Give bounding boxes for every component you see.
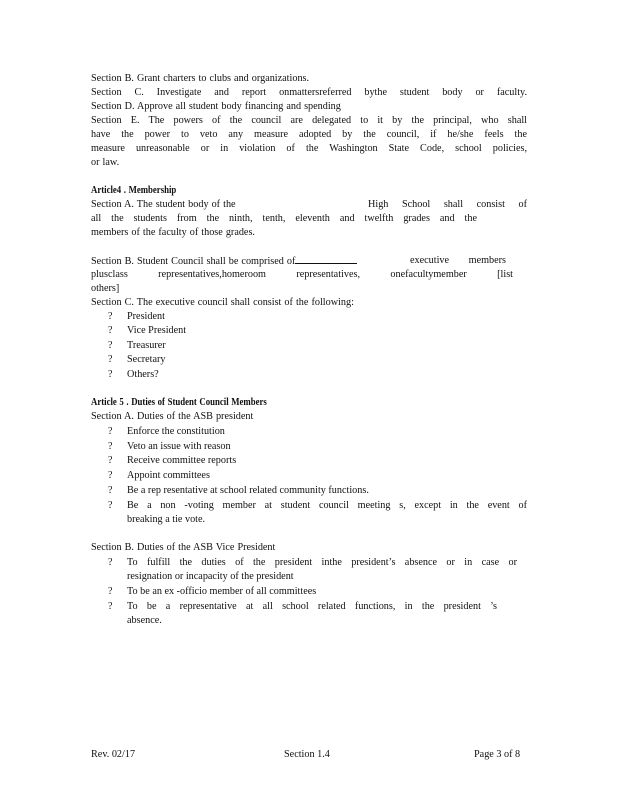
- bullet-mark: ?: [108, 340, 113, 351]
- president-duty: Enforce the constitution: [127, 426, 225, 437]
- article4-heading: Article4 . Membership: [91, 185, 177, 196]
- section-e-line4: or law.: [91, 157, 120, 168]
- section-c-investigate: Section C. Investigate and report onmattersreferred bythe student body or faculty.: [91, 87, 527, 98]
- vp-duty: To be an ex -officio member of all committees: [127, 586, 317, 597]
- president-duty-continued: breaking a tie vote.: [127, 514, 206, 525]
- article4-sec-b-text: Section B. Student Council shall be comprised of: [91, 256, 296, 267]
- president-duty: Veto an issue with reason: [127, 441, 231, 452]
- officer-item: President: [127, 311, 165, 322]
- vp-duty-continued: resignation or incapacity of the president: [127, 571, 294, 582]
- bullet-mark: ?: [108, 500, 113, 511]
- bullet-mark: ?: [108, 557, 113, 568]
- article5-sec-b: Section B. Duties of the ASB Vice President: [91, 542, 276, 553]
- article4-sec-b-line2: plusclass representatives,homeroom representatives, onefacultymember [list: [91, 269, 513, 280]
- section-b-grant-charters: Section B. Grant charters to clubs and organizations.: [91, 73, 310, 84]
- article5-heading: Article 5 . Duties of Student Council Members: [91, 397, 267, 408]
- president-duty: Be a rep resentative at school related community functions.: [127, 485, 369, 496]
- article4-sec-b-line1-left: [91, 254, 357, 269]
- officer-item: Secretary: [127, 354, 166, 365]
- vp-duty-continued: absence.: [127, 615, 162, 626]
- vp-duty: To be a representative at all school related functions, in the president ’s: [127, 601, 497, 612]
- article5-sec-a: Section A. Duties of the ASB president: [91, 411, 254, 422]
- section-e-powers: Section E. The powers of the council are delegated to it by the principal, who shall: [91, 115, 527, 126]
- bullet-mark: ?: [108, 455, 113, 466]
- section-e-line2: have the power to veto any measure adopted by the council, if he/she feels the: [91, 129, 527, 140]
- president-duty: Appoint committees: [127, 470, 210, 481]
- bullet-mark: ?: [108, 470, 113, 481]
- footer-section: Section 1.4: [284, 749, 330, 760]
- bullet-mark: ?: [108, 485, 113, 496]
- article4-sec-a-line1-right: High School shall consist of: [368, 199, 527, 210]
- officer-item: Treasurer: [127, 340, 166, 351]
- bullet-mark: ?: [108, 586, 113, 597]
- vp-duty: To fulfill the duties of the president inthe president’s absence or in case or: [127, 557, 517, 568]
- article4-sec-a-line3: members of the faculty of those grades.: [91, 227, 255, 238]
- section-e-line3: measure unreasonable or in violation of the Washington State Code, school policies,: [91, 143, 527, 154]
- bullet-mark: ?: [108, 311, 113, 322]
- president-duty: Be a non -voting member at student council meeting s, except in the event of: [127, 500, 527, 511]
- article4-sec-a-line2: all the students from the ninth, tenth, eleventh and twelfth grades and the: [91, 213, 477, 224]
- article4-sec-b-line1-right: executive members: [410, 255, 506, 266]
- bullet-mark: ?: [108, 601, 113, 612]
- blank-line: [295, 254, 357, 264]
- bullet-mark: ?: [108, 426, 113, 437]
- officer-item: Vice President: [127, 325, 187, 336]
- bullet-mark: ?: [108, 441, 113, 452]
- section-d-approve: Section D. Approve all student body financing and spending: [91, 101, 341, 112]
- article4-sec-c: Section C. The executive council shall consist of the following:: [91, 297, 354, 308]
- footer-page-number: Page 3 of 8: [474, 749, 521, 760]
- article4-sec-b-line3: others]: [91, 283, 120, 294]
- bullet-mark: ?: [108, 369, 113, 380]
- footer-revision: Rev. 02/17: [91, 749, 136, 760]
- bullet-mark: ?: [108, 354, 113, 365]
- bullet-mark: ?: [108, 325, 113, 336]
- officer-item: Others?: [127, 369, 159, 380]
- president-duty: Receive committee reports: [127, 455, 237, 466]
- article4-sec-a-line1-left: Section A. The student body of the: [91, 199, 236, 210]
